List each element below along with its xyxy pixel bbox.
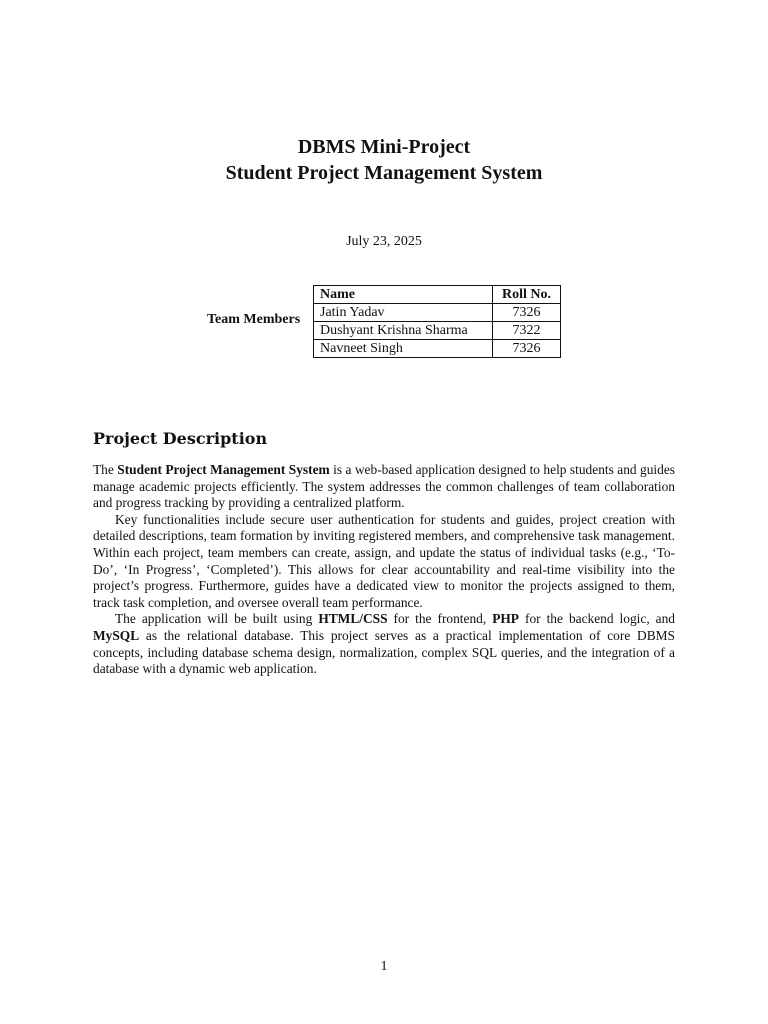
paragraph-technology [93, 611, 675, 677]
member-roll: 7326 [493, 340, 561, 358]
paragraph-functionalities: Key functionalities include secure user authentication for students and guides, project creation with detailed descriptions, team formation by inviting registered members, and comprehensive task management. Within each project, team members can create, assign, and update the status of individual tasks (e.g., ‘To-Do’, ‘In Progress’, ‘Completed’). This allows for clear accountability and real-time visibility into the project’s progress. Furthermore, guides have a dedicated view to monitor the projects assigned to them, track task completion, and oversee overall team performance. [93, 511, 675, 610]
table-row [314, 304, 561, 322]
p1-bold-system-name: Student Project Management System [117, 462, 330, 477]
page-number: 1 [380, 959, 388, 974]
document-title [0, 134, 768, 186]
roll-column-header: Roll No. [493, 286, 561, 304]
title-line-1: DBMS Mini-Project [297, 136, 471, 158]
p3-bold-php: PHP [492, 611, 519, 627]
member-name: Navneet Singh [314, 340, 493, 358]
member-roll: 7326 [493, 304, 561, 322]
p3-text-3: for the backend logic, and [518, 611, 676, 627]
p3-bold-htmlcss: HTML/CSS [318, 611, 388, 627]
table-row [314, 340, 561, 358]
member-roll: 7322 [493, 322, 561, 340]
p1-pre: The [93, 462, 118, 477]
title-line-2: Student Project Management System [225, 162, 543, 184]
team-members-label: Team Members [207, 312, 301, 327]
p1-post: is a web-based application designed to help students and guides manage academic projects efficiently. The system addresses the common challenges of team collaboration and progress tracking by providing a centralized platform. [93, 462, 676, 511]
team-members-table [313, 285, 561, 358]
p3-text-4: as the relational database. This project serves as a practical implementation of core DBMS concepts, including database schema design, normalization, complex SQL queries, and the integration of a database with a dynamic web application. [93, 627, 675, 677]
table-header-row [314, 286, 561, 304]
section-heading: Project Description [93, 429, 268, 448]
table-row [314, 322, 561, 340]
p3-text-1: The application will be built using [115, 611, 319, 627]
paragraph-intro [93, 462, 675, 512]
member-name: Dushyant Krishna Sharma [314, 322, 493, 340]
p3-text-2: for the frontend, [387, 611, 493, 627]
document-date: July 23, 2025 [346, 234, 422, 249]
project-description-body [93, 462, 675, 678]
p3-bold-mysql: MySQL [93, 627, 140, 643]
member-name: Jatin Yadav [314, 304, 493, 322]
name-column-header: Name [314, 286, 493, 304]
